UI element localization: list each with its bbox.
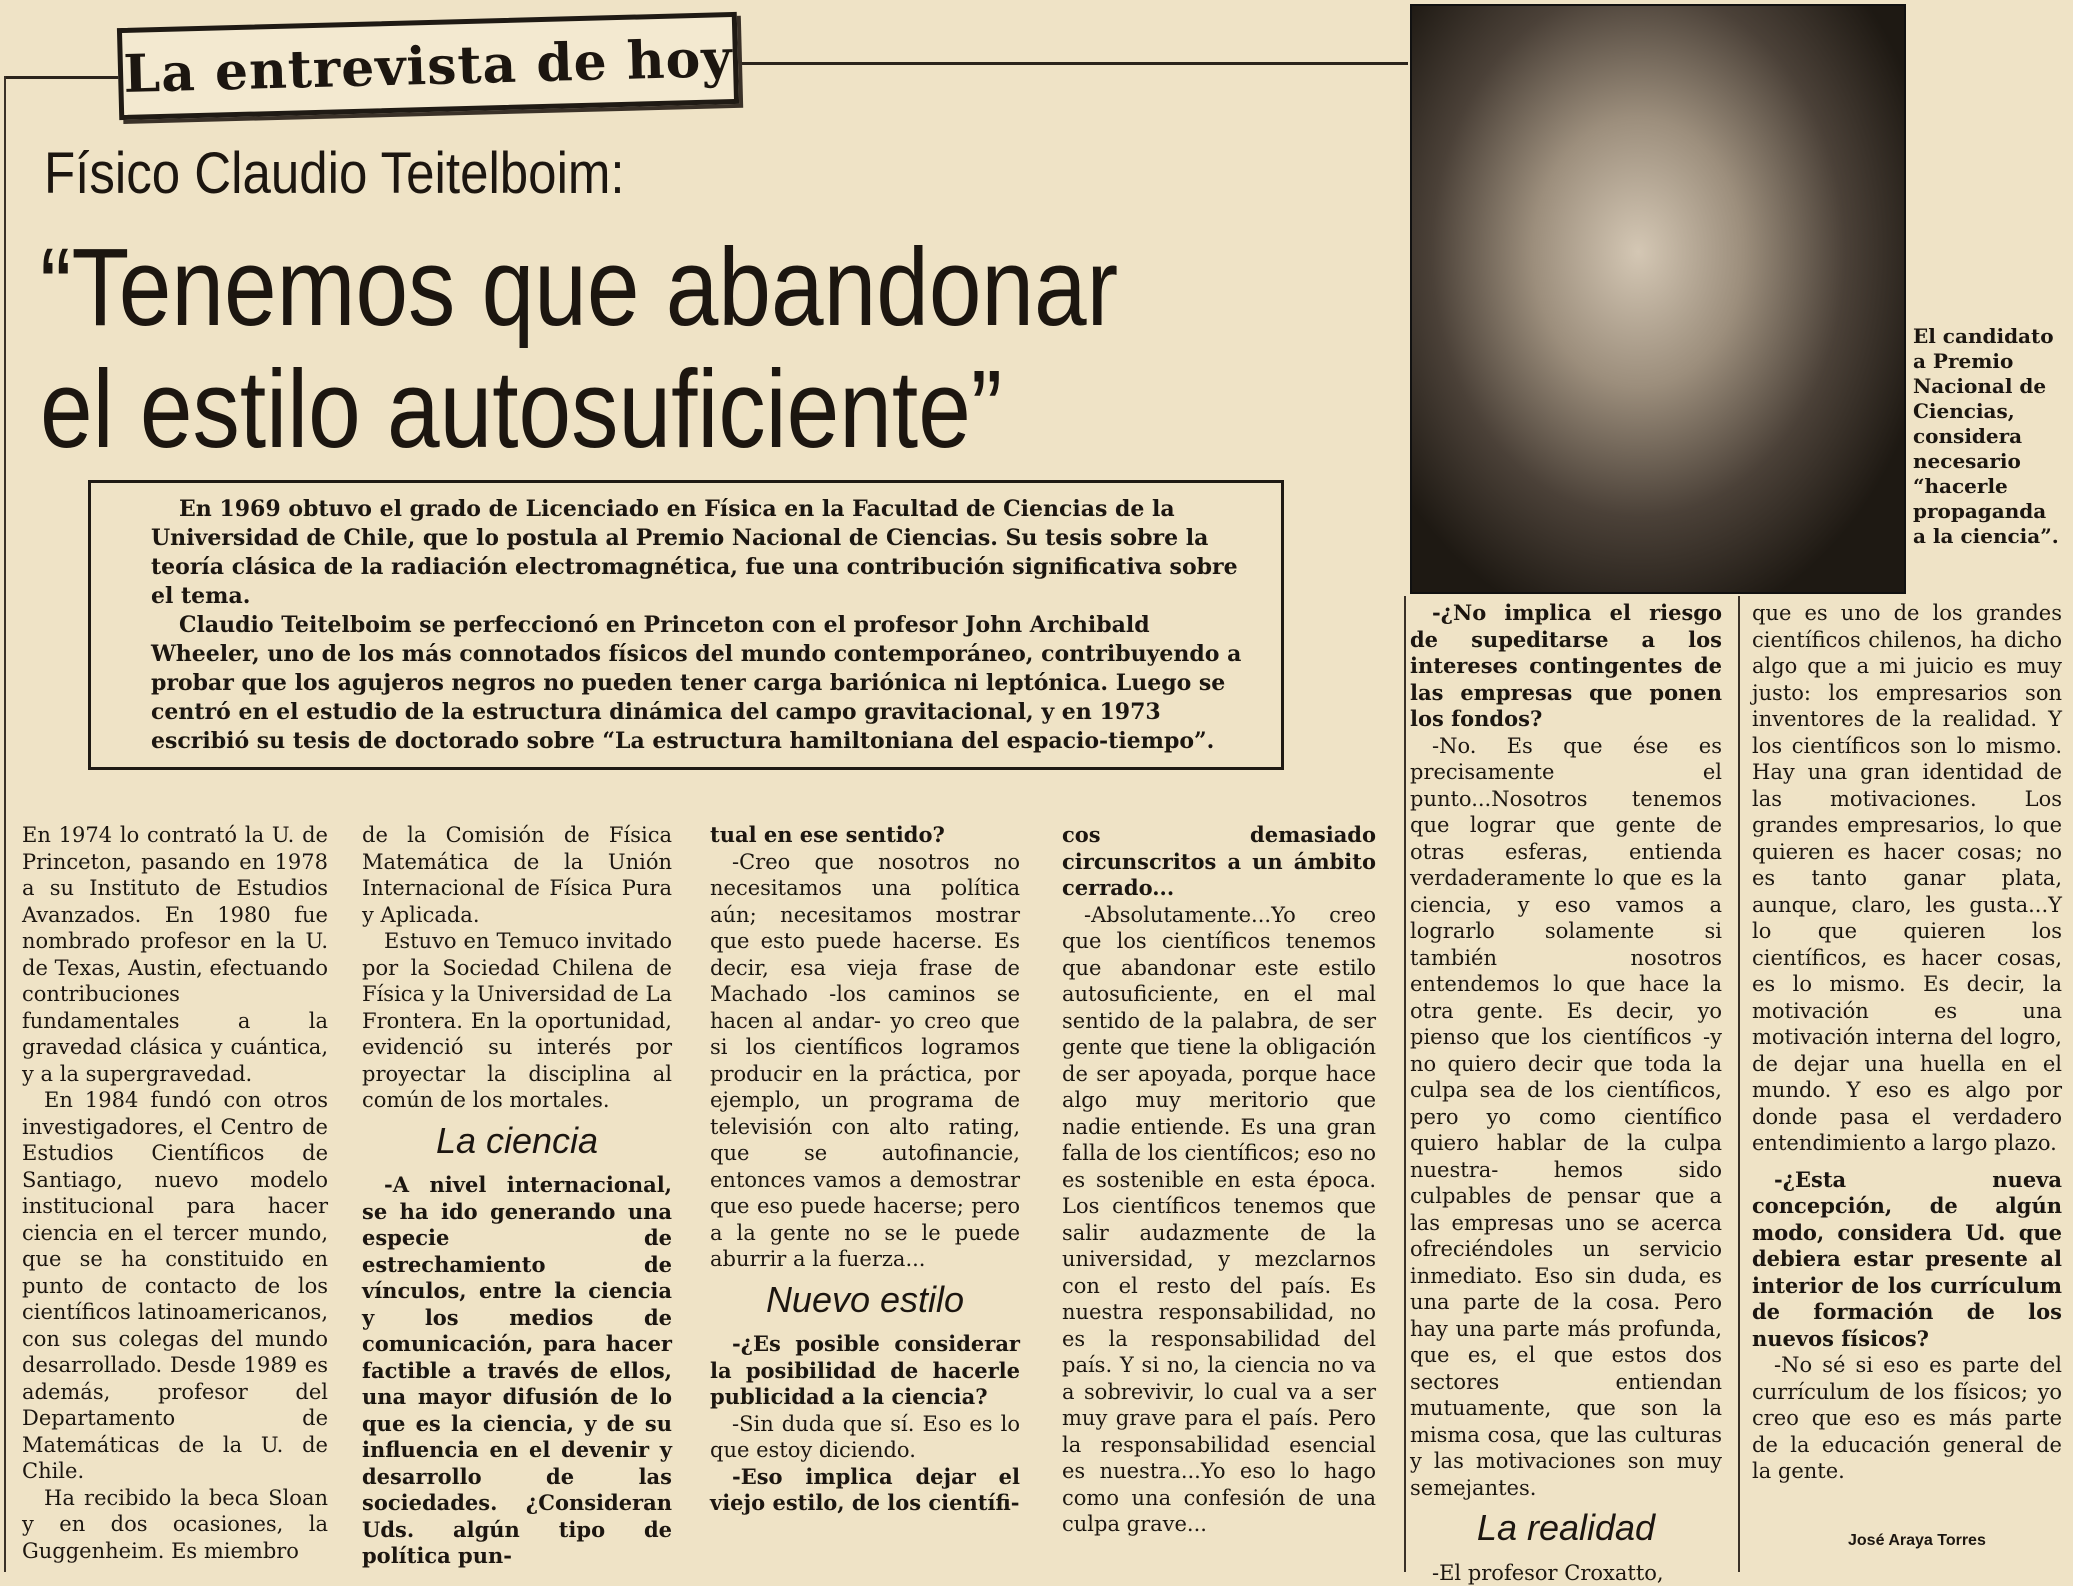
body-paragraph: Ha recibido la beca Sloan y en dos ocasiones, la Guggenheim. Es miembro bbox=[22, 1485, 328, 1565]
answer-paragraph: -Absolutamente...Yo creo que los científicos tenemos que abandonar este estilo autosuficiente, en el mal sentido de la palabra, de ser gente que tiene la obligación de ser apoyada, porque hace algo muy meritorio que nadie entiende. Es una gran falla de los científicos; eso no es sostenible en esta época. Los científicos tenemos que salir audazmente de la universidad, y mezclarnos con el resto del país. Es nuestra responsabilidad, no es la responsabilidad del país. Y si no, la ciencia no va a sobrevivir, lo cual va a ser muy grave para el país. Pero la responsabilidad esencial es nuestra...Yo eso lo hago como una confesión de una culpa grave... bbox=[1062, 902, 1376, 1538]
portrait-photo bbox=[1410, 4, 1906, 594]
photo-caption: El candidato a Premio Nacional de Ciencias, considera necesario “hacerle propaganda a la ciencia”. bbox=[1913, 324, 2063, 549]
section-heading-nuevo-estilo: Nuevo estilo bbox=[710, 1287, 1020, 1314]
lead-paragraph: Claudio Teitelboim se perfeccionó en Princeton con el profesor John Archibald Wheeler, uno de los más connotados físicos del mundo contemporáneo, contribuyendo a probar que los agujeros negros no pueden tener carga bariónica ni leptónica. Luego se centró en el estudio de la estructura dinámica del campo gravitacional, y en 1973 escribió su tesis de doctorado sobre “La estructura hamiltoniana del espacio-tiempo”. bbox=[151, 611, 1251, 756]
section-heading-la-realidad: La realidad bbox=[1410, 1515, 1722, 1542]
question-paragraph: -¿Es posible considerar la posibilidad de hacerle publicidad a la ciencia? bbox=[710, 1331, 1020, 1411]
body-paragraph: de la Comisión de Física Matemática de la Unión Internacional de Física Pura y Aplicada. bbox=[362, 822, 672, 928]
body-paragraph: En 1984 fundó con otros investigadores, el Centro de Estudios Científicos de Santiago, nuevo modelo institucional para hacer ciencia en el tercer mundo, que se ha constituido en punto de contacto de los científicos latinoamericanos, con sus colegas del mundo desarrollado. Desde 1989 es además, profesor del Departamento de Matemáticas de la U. de Chile. bbox=[22, 1087, 328, 1485]
header-rule-right bbox=[742, 62, 1408, 65]
headline-line-1: “Tenemos que abandonar bbox=[40, 228, 1118, 348]
question-paragraph: -¿No implica el riesgo de supeditarse a los intereses contingentes de las empresas que ponen los fondos? bbox=[1410, 600, 1722, 733]
article-column-2 bbox=[362, 822, 672, 1570]
subhead: Físico Claudio Teitelboim: bbox=[44, 140, 625, 207]
answer-paragraph: -El profesor Croxatto, bbox=[1410, 1560, 1722, 1586]
question-paragraph: -A nivel internacional, se ha ido generando una especie de estrechamiento de vínculos, entre la ciencia y los medios de comunicación, para hacer factible a través de ellos, una mayor difusión de lo que es la ciencia, y de su influencia en el devenir y desarrollo de las sociedades. ¿Consideran Uds. algún tipo de política pun- bbox=[362, 1172, 672, 1570]
body-paragraph: Estuvo en Temuco invitado por la Sociedad Chilena de Física y la Universidad de La Frontera. En la oportunidad, evidenció su interés por proyectar la disciplina al común de los mortales. bbox=[362, 928, 672, 1114]
question-paragraph: cos demasiado circunscritos a un ámbito cerrado... bbox=[1062, 822, 1376, 902]
question-paragraph: -Eso implica dejar el viejo estilo, de los científi- bbox=[710, 1464, 1020, 1517]
answer-paragraph: -No. Es que ése es precisamente el punto...Nosotros tenemos que lograr que gente de otras esferas, entienda verdaderamente lo que es la ciencia, y eso vamos a lograrlo solamente si también nosotros entendemos lo que hace la otra gente. Es decir, yo pienso que los científicos -y no quiero decir que toda la culpa sea de los científicos, pero yo como científico quiero hablar de la culpa nuestra- hemos sido culpables de pensar que a las empresas uno se acerca ofreciéndoles un servicio inmediato. Eso sin duda, es una parte de la cosa. Pero hay una parte más profunda, que es, el que estos dos sectores entiendan mutuamente, que son la misma cosa, que las culturas y las motivaciones son muy semejantes. bbox=[1410, 733, 1722, 1502]
article-column-5 bbox=[1410, 600, 1722, 1586]
question-paragraph: tual en ese sentido? bbox=[710, 822, 1020, 849]
kicker-text: La entrevista de hoy bbox=[123, 28, 733, 105]
column-rule bbox=[1738, 596, 1740, 1572]
byline: José Araya Torres bbox=[1848, 1532, 1986, 1550]
question-paragraph: -¿Esta nueva concepción, de algún modo, considera Ud. que debiera estar presente al interior de los currículum de formación de los nuevos físicos? bbox=[1752, 1167, 2062, 1353]
answer-paragraph: -Creo que nosotros no necesitamos una política aún; necesitamos mostrar que esto puede hacerse. Es decir, esa vieja frase de Machado -los caminos se hacen al andar- yo creo que si los científicos logramos producir en la práctica, por ejemplo, un programa de televisión con alto rating, que se autofinancie, entonces vamos a demostrar que eso puede hacerse; pero a la gente no se le puede aburrir a la fuerza... bbox=[710, 849, 1020, 1273]
section-heading-la-ciencia: La ciencia bbox=[362, 1128, 672, 1155]
header-rule-left bbox=[4, 76, 122, 79]
headline-line-2: el estilo autosuficiente” bbox=[40, 350, 1002, 470]
frame-left-rule bbox=[4, 76, 6, 1572]
article-column-6 bbox=[1752, 600, 2062, 1485]
answer-paragraph: -Sin duda que sí. Eso es lo que estoy diciendo. bbox=[710, 1411, 1020, 1464]
article-column-1 bbox=[22, 822, 328, 1564]
body-paragraph: En 1974 lo contrató la U. de Princeton, pasando en 1978 a su Instituto de Estudios Avanzados. En 1980 fue nombrado profesor en la U. de Texas, Austin, efectuando contribuciones fundamentales a la gravedad clásica y cuántica, y a la supergravedad. bbox=[22, 822, 328, 1087]
answer-paragraph: -No sé si eso es parte del currículum de los físicos; yo creo que eso es más parte de la educación general de la gente. bbox=[1752, 1352, 2062, 1485]
column-rule bbox=[1404, 596, 1406, 1572]
kicker-box bbox=[117, 12, 739, 120]
lead-box bbox=[88, 480, 1284, 770]
body-paragraph: que es uno de los grandes científicos chilenos, ha dicho algo que a mi juicio es muy justo: los empresarios son inventores de la realidad. Y los científicos son lo mismo. Hay una gran identidad de las motivaciones. Los grandes empresarios, lo que quieren es hacer cosas; no es tanto ganar plata, aunque, claro, les gusta...Y lo que quieren los científicos, es hacer cosas, es lo mismo. Es decir, la motivación es una motivación interna del logro, de dejar una huella en el mundo. Y eso es algo por donde pasa el verdadero entendimiento a largo plazo. bbox=[1752, 600, 2062, 1157]
lead-paragraph: En 1969 obtuvo el grado de Licenciado en Física en la Facultad de Ciencias de la Universidad de Chile, que lo postula al Premio Nacional de Ciencias. Su tesis sobre la teoría clásica de la radiación electromagnética, fue una contribución significativa sobre el tema. bbox=[151, 495, 1251, 611]
article-column-4 bbox=[1062, 822, 1376, 1538]
article-column-3 bbox=[710, 822, 1020, 1517]
